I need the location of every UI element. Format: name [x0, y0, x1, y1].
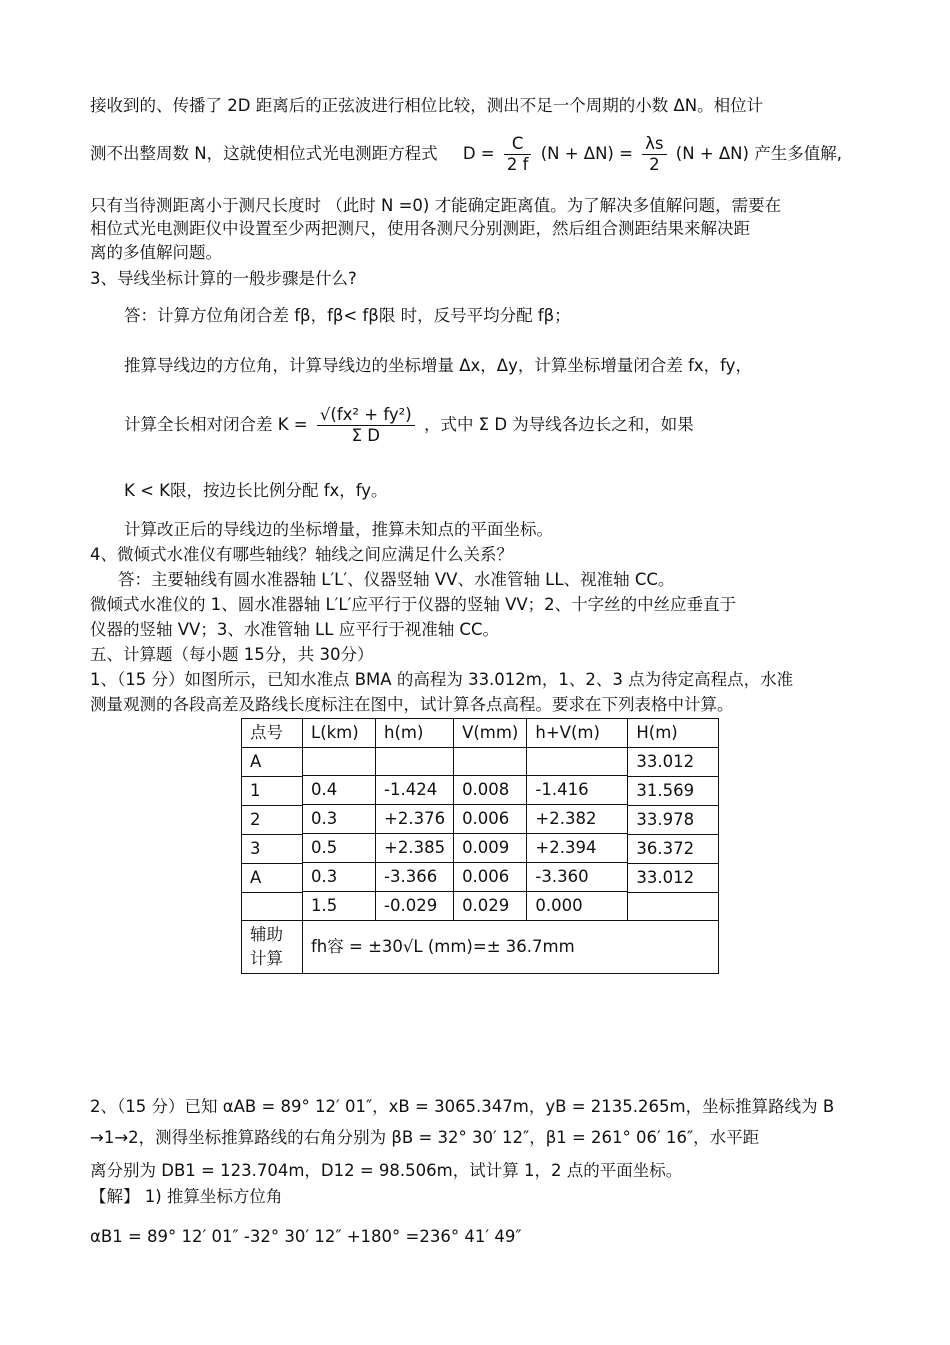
fraction-numerator: √(fx² + fy²): [317, 405, 415, 426]
answer-3-line-2: 推算导线边的方位角，计算导线边的坐标增量 Δx，Δy，计算坐标增量闭合差 fx，fy，: [124, 356, 752, 375]
header-point: 点号: [242, 719, 303, 748]
section-5-heading: 五、计算题（每小题 15分，共 30分）: [90, 645, 374, 664]
text-line-5: 离的多值解问题。: [90, 243, 222, 262]
solution-heading: 【解】 1) 推算坐标方位角: [90, 1187, 283, 1206]
header-corrected-diff: h+V(m): [527, 719, 628, 748]
text-line-4: 相位式光电测距仪中设置至少两把测尺，使用各测尺分别测距，然后组合测距结果来解决距: [90, 219, 750, 238]
corrected-diff-cell: -1.416: [527, 776, 628, 805]
answer-3-line-1: 答：计算方位角闭合差 fβ，fβ< fβ限 时，反号平均分配 fβ；: [124, 306, 571, 325]
point-cell: A: [242, 864, 303, 893]
question-3: 3、导线坐标计算的一般步骤是什么?: [90, 269, 357, 288]
problem-1-line-1: 1、（15 分）如图所示，已知水准点 BMA 的高程为 33.012m，1、2、3 点为待定高程点，水准: [90, 670, 794, 689]
fraction-c-over-2f: [504, 134, 532, 175]
corrected-diff-cell: -3.360: [527, 863, 628, 892]
elevation-cell: 36.372: [628, 835, 719, 864]
header-length: L(km): [303, 719, 376, 748]
correction-cell: 0.008: [454, 776, 527, 805]
length-cell: 1.5: [303, 892, 376, 921]
elevation-cell: 33.978: [628, 806, 719, 835]
correction-cell: 0.006: [454, 863, 527, 892]
answer-4-line-1: 答：主要轴线有圆水准器轴 L′L′、仪器竖轴 VV、水准管轴 LL、视准轴 CC。: [118, 570, 675, 589]
relative-closure-line: [124, 400, 694, 450]
aux-calc-row: [242, 921, 719, 974]
fraction-denominator: 2 f: [506, 155, 529, 174]
height-diff-cell: -3.366: [376, 863, 454, 892]
fraction-denominator: 2: [649, 155, 660, 174]
equation-d: D =: [462, 144, 495, 163]
length-cell: 0.5: [303, 834, 376, 863]
equation-middle: (N + ΔN) =: [540, 144, 633, 163]
fraction-relative-closure: [317, 405, 415, 446]
height-diff-cell: -0.029: [376, 892, 454, 921]
elevation-cell: 33.012: [628, 864, 719, 893]
problem-1-line-2: 测量观测的各段高差及路线长度标注在图中，试计算各点高程。要求在下列表格中计算。: [90, 695, 734, 714]
fraction-numerator: C: [504, 134, 532, 155]
length-cell: 0.3: [303, 805, 376, 834]
aux-formula: fh容 = ±30√L (mm)=± 36.7mm: [303, 921, 719, 974]
table-row: [242, 748, 719, 776]
fraction-lambda-over-2: [642, 134, 666, 175]
elevation-cell: 33.012: [628, 748, 719, 777]
ranging-equation-line: [90, 132, 842, 176]
correction-cell: 0.029: [454, 892, 527, 921]
solution-line-1: αB1 = 89° 12′ 01″ -32° 30′ 12″ +180° =236° 41′ 49″: [90, 1227, 522, 1246]
answer-3-line-3b: ，式中 Σ D 为导线各边长之和，如果: [423, 415, 694, 434]
answer-3-line-4: K < K限，按边长比例分配 fx，fy。: [124, 481, 388, 500]
leveling-table: [241, 718, 719, 974]
corrected-diff-cell: +2.394: [527, 834, 628, 863]
text-line-1: 接收到的、传播了 2D 距离后的正弦波进行相位比较，测出不足一个周期的小数 ΔN。相位计: [90, 96, 764, 115]
problem-2-line-2: →1→2，测得坐标推算路线的右角分别为 βB = 32° 30′ 12″，β1 = 261° 06′ 16″，水平距: [90, 1128, 760, 1147]
table-header-row: [242, 719, 719, 748]
question-4: 4、微倾式水准仪有哪些轴线？轴线之间应满足什么关系？: [90, 545, 513, 564]
answer-3-line-5: 计算改正后的导线边的坐标增量，推算未知点的平面坐标。: [124, 520, 553, 539]
elevation-cell: 31.569: [628, 777, 719, 806]
correction-cell: 0.009: [454, 834, 527, 863]
answer-4-line-3: 仪器的竖轴 VV；3、水准管轴 LL 应平行于视准轴 CC。: [90, 620, 499, 639]
point-cell: 2: [242, 806, 303, 835]
height-diff-cell: +2.385: [376, 834, 454, 863]
header-height-diff: h(m): [376, 719, 454, 748]
fraction-numerator: λs: [642, 134, 666, 155]
length-cell: 0.4: [303, 776, 376, 805]
text-line-2a: 测不出整周数 N，这就使相位式光电测距方程式: [90, 144, 438, 163]
aux-label: 辅助计算: [242, 921, 303, 974]
problem-2-line-3: 离分别为 DB1 = 123.704m，D12 = 98.506m，试计算 1，2 点的平面坐标。: [90, 1161, 683, 1180]
fraction-denominator: Σ D: [351, 426, 380, 445]
corrected-diff-cell: 0.000: [527, 892, 628, 921]
equation-end: (N + ΔN) 产生多值解,: [675, 144, 842, 163]
correction-cell: 0.006: [454, 805, 527, 834]
height-diff-cell: -1.424: [376, 776, 454, 805]
header-correction: V(mm): [454, 719, 527, 748]
height-diff-cell: +2.376: [376, 805, 454, 834]
text-line-3: 只有当待测距离小于测尺长度时 （此时 N =0) 才能确定距离值。为了解决多值解问题，需要在: [90, 196, 782, 215]
point-cell: A: [242, 748, 303, 777]
header-elevation: H(m): [628, 719, 719, 748]
problem-2-line-1: 2、（15 分）已知 αAB = 89° 12′ 01″，xB = 3065.347m，yB = 2135.265m，坐标推算路线为 B: [90, 1097, 835, 1116]
corrected-diff-cell: +2.382: [527, 805, 628, 834]
point-cell: 1: [242, 777, 303, 806]
length-cell: 0.3: [303, 863, 376, 892]
point-cell: 3: [242, 835, 303, 864]
answer-4-line-2: 微倾式水准仪的 1、圆水准器轴 L′L′应平行于仪器的竖轴 VV；2、十字丝的中丝应垂直于: [90, 595, 737, 614]
answer-3-line-3a: 计算全长相对闭合差 K =: [124, 415, 308, 434]
